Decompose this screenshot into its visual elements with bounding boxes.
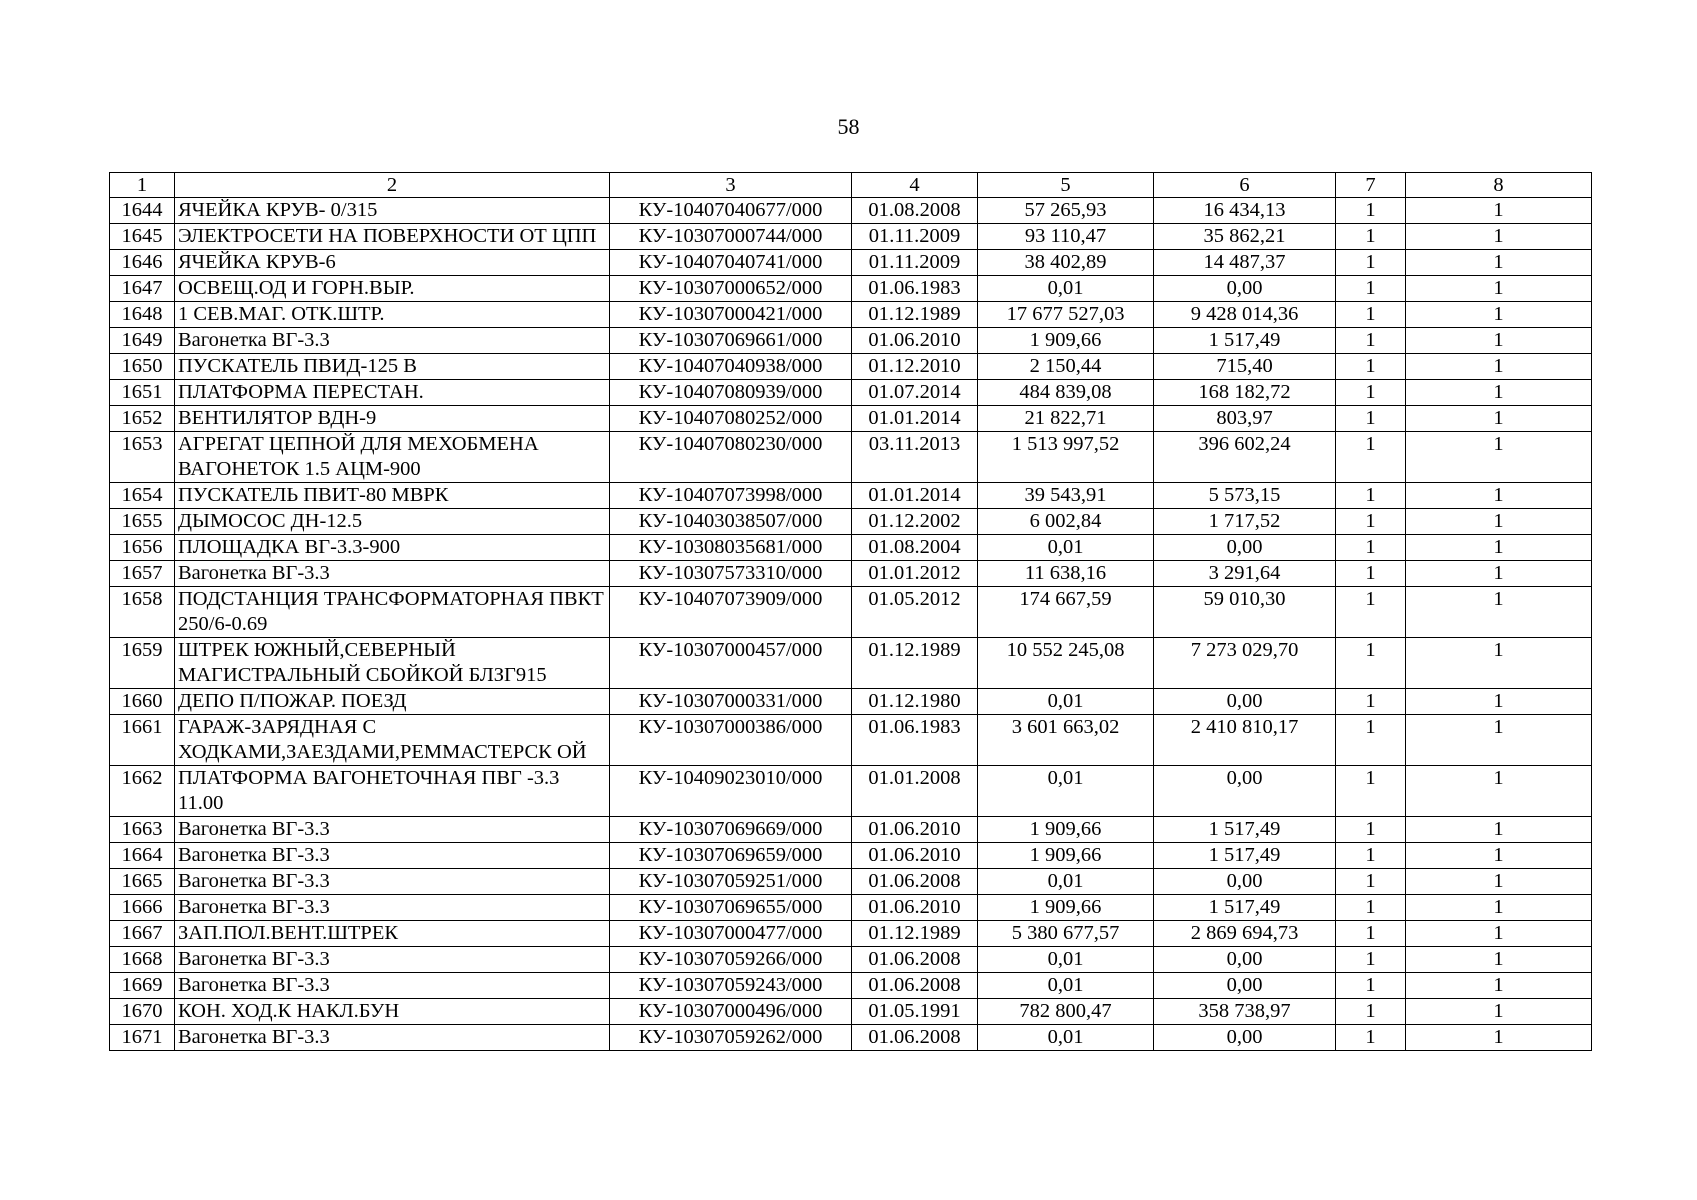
value-cell: 1 909,66 [978, 895, 1154, 921]
value-cell: 0,01 [978, 276, 1154, 302]
count-cell: 1 [1406, 302, 1592, 328]
inventory-code: КУ-10407080939/000 [610, 380, 852, 406]
count-cell: 1 [1406, 483, 1592, 509]
count-cell: 1 [1336, 947, 1406, 973]
count-cell: 1 [1336, 380, 1406, 406]
count-cell: 1 [1406, 1025, 1592, 1051]
count-cell: 1 [1406, 250, 1592, 276]
count-cell: 1 [1336, 999, 1406, 1025]
table-row [110, 715, 1592, 766]
row-number: 1665 [110, 869, 175, 895]
value-cell: 0,01 [978, 766, 1154, 817]
count-cell: 1 [1406, 817, 1592, 843]
table-row [110, 869, 1592, 895]
count-cell: 1 [1336, 561, 1406, 587]
row-number: 1653 [110, 432, 175, 483]
row-number: 1655 [110, 509, 175, 535]
inventory-code: КУ-10307000421/000 [610, 302, 852, 328]
value-cell: 7 273 029,70 [1154, 638, 1336, 689]
inventory-code: КУ-10307000744/000 [610, 224, 852, 250]
inventory-code: КУ-10307000496/000 [610, 999, 852, 1025]
row-number: 1647 [110, 276, 175, 302]
count-cell: 1 [1406, 689, 1592, 715]
table-row [110, 587, 1592, 638]
table-row [110, 999, 1592, 1025]
value-cell: 803,97 [1154, 406, 1336, 432]
count-cell: 1 [1336, 483, 1406, 509]
row-number: 1658 [110, 587, 175, 638]
date-cell: 01.06.2010 [852, 328, 978, 354]
item-name: Вагонетка ВГ-3.3 [175, 869, 610, 895]
table-row [110, 406, 1592, 432]
value-cell: 5 573,15 [1154, 483, 1336, 509]
date-cell: 01.01.2014 [852, 406, 978, 432]
value-cell: 2 869 694,73 [1154, 921, 1336, 947]
count-cell: 1 [1406, 921, 1592, 947]
inventory-code: КУ-10407040938/000 [610, 354, 852, 380]
row-number: 1663 [110, 817, 175, 843]
table-row [110, 380, 1592, 406]
value-cell: 0,00 [1154, 689, 1336, 715]
row-number: 1656 [110, 535, 175, 561]
value-cell: 35 862,21 [1154, 224, 1336, 250]
row-number: 1669 [110, 973, 175, 999]
item-name: Вагонетка ВГ-3.3 [175, 895, 610, 921]
value-cell: 38 402,89 [978, 250, 1154, 276]
date-cell: 01.06.2008 [852, 973, 978, 999]
item-name: ДЕПО П/ПОЖАР. ПОЕЗД [175, 689, 610, 715]
count-cell: 1 [1336, 276, 1406, 302]
table-row [110, 483, 1592, 509]
count-cell: 1 [1336, 509, 1406, 535]
value-cell: 1 909,66 [978, 843, 1154, 869]
date-cell: 01.12.1989 [852, 921, 978, 947]
date-cell: 01.06.2010 [852, 817, 978, 843]
inventory-code: КУ-10307069669/000 [610, 817, 852, 843]
row-number: 1644 [110, 198, 175, 224]
inventory-code: КУ-10407073909/000 [610, 587, 852, 638]
row-number: 1660 [110, 689, 175, 715]
value-cell: 0,01 [978, 535, 1154, 561]
count-cell: 1 [1406, 276, 1592, 302]
value-cell: 174 667,59 [978, 587, 1154, 638]
value-cell: 57 265,93 [978, 198, 1154, 224]
row-number: 1670 [110, 999, 175, 1025]
value-cell: 9 428 014,36 [1154, 302, 1336, 328]
count-cell: 1 [1406, 328, 1592, 354]
value-cell: 1 909,66 [978, 817, 1154, 843]
item-name: ЯЧЕЙКА КРУВ-6 [175, 250, 610, 276]
count-cell: 1 [1336, 1025, 1406, 1051]
inventory-code: КУ-10307000457/000 [610, 638, 852, 689]
inventory-code: КУ-10403038507/000 [610, 509, 852, 535]
table-row [110, 328, 1592, 354]
row-number: 1668 [110, 947, 175, 973]
inventory-code: КУ-10407073998/000 [610, 483, 852, 509]
value-cell: 715,40 [1154, 354, 1336, 380]
count-cell: 1 [1336, 638, 1406, 689]
value-cell: 1 517,49 [1154, 843, 1336, 869]
value-cell: 10 552 245,08 [978, 638, 1154, 689]
value-cell: 17 677 527,03 [978, 302, 1154, 328]
count-cell: 1 [1406, 999, 1592, 1025]
item-name: Вагонетка ВГ-3.3 [175, 843, 610, 869]
inventory-code: КУ-10307000331/000 [610, 689, 852, 715]
date-cell: 01.01.2008 [852, 766, 978, 817]
column-header: 3 [610, 173, 852, 198]
inventory-code: КУ-10409023010/000 [610, 766, 852, 817]
row-number: 1661 [110, 715, 175, 766]
count-cell: 1 [1336, 354, 1406, 380]
item-name: Вагонетка ВГ-3.3 [175, 947, 610, 973]
count-cell: 1 [1406, 535, 1592, 561]
date-cell: 01.06.2008 [852, 1025, 978, 1051]
value-cell: 782 800,47 [978, 999, 1154, 1025]
date-cell: 01.07.2014 [852, 380, 978, 406]
count-cell: 1 [1336, 869, 1406, 895]
value-cell: 14 487,37 [1154, 250, 1336, 276]
column-header: 5 [978, 173, 1154, 198]
count-cell: 1 [1336, 817, 1406, 843]
count-cell: 1 [1336, 715, 1406, 766]
table-row [110, 843, 1592, 869]
inventory-code: КУ-10307059266/000 [610, 947, 852, 973]
value-cell: 0,01 [978, 1025, 1154, 1051]
column-header: 1 [110, 173, 175, 198]
column-header: 2 [175, 173, 610, 198]
date-cell: 01.01.2014 [852, 483, 978, 509]
row-number: 1667 [110, 921, 175, 947]
inventory-code: КУ-10307000652/000 [610, 276, 852, 302]
value-cell: 0,00 [1154, 973, 1336, 999]
header-row [110, 173, 1592, 198]
item-name: 1 СЕВ.МАГ. ОТК.ШТР. [175, 302, 610, 328]
value-cell: 1 909,66 [978, 328, 1154, 354]
row-number: 1664 [110, 843, 175, 869]
date-cell: 01.01.2012 [852, 561, 978, 587]
value-cell: 1 517,49 [1154, 328, 1336, 354]
inventory-code: КУ-10307573310/000 [610, 561, 852, 587]
count-cell: 1 [1336, 302, 1406, 328]
row-number: 1650 [110, 354, 175, 380]
date-cell: 03.11.2013 [852, 432, 978, 483]
row-number: 1645 [110, 224, 175, 250]
item-name: КОН. ХОД.К НАКЛ.БУН [175, 999, 610, 1025]
date-cell: 01.12.2002 [852, 509, 978, 535]
count-cell: 1 [1406, 869, 1592, 895]
item-name: ПЛОЩАДКА ВГ-3.3-900 [175, 535, 610, 561]
table-row [110, 250, 1592, 276]
value-cell: 6 002,84 [978, 509, 1154, 535]
date-cell: 01.08.2008 [852, 198, 978, 224]
item-name: ПУСКАТЕЛЬ ПВИТ-80 МВРК [175, 483, 610, 509]
value-cell: 59 010,30 [1154, 587, 1336, 638]
table-row [110, 973, 1592, 999]
column-header: 4 [852, 173, 978, 198]
row-number: 1652 [110, 406, 175, 432]
value-cell: 484 839,08 [978, 380, 1154, 406]
table-row [110, 354, 1592, 380]
item-name: ГАРАЖ-ЗАРЯДНАЯ С ХОДКАМИ,ЗАЕЗДАМИ,РЕММАСТЕРСК ОЙ [175, 715, 610, 766]
count-cell: 1 [1406, 509, 1592, 535]
table-row [110, 689, 1592, 715]
date-cell: 01.12.1989 [852, 302, 978, 328]
table-row [110, 276, 1592, 302]
column-header: 6 [1154, 173, 1336, 198]
count-cell: 1 [1406, 561, 1592, 587]
inventory-code: КУ-10307069655/000 [610, 895, 852, 921]
date-cell: 01.05.2012 [852, 587, 978, 638]
value-cell: 396 602,24 [1154, 432, 1336, 483]
column-header: 7 [1336, 173, 1406, 198]
date-cell: 01.08.2004 [852, 535, 978, 561]
inventory-code: КУ-10308035681/000 [610, 535, 852, 561]
page-number: 58 [837, 114, 860, 139]
inventory-table [109, 172, 1592, 1051]
count-cell: 1 [1336, 587, 1406, 638]
inventory-code: КУ-10307069661/000 [610, 328, 852, 354]
value-cell: 0,00 [1154, 947, 1336, 973]
value-cell: 0,00 [1154, 276, 1336, 302]
date-cell: 01.06.2008 [852, 869, 978, 895]
item-name: Вагонетка ВГ-3.3 [175, 817, 610, 843]
count-cell: 1 [1406, 973, 1592, 999]
value-cell: 3 291,64 [1154, 561, 1336, 587]
count-cell: 1 [1406, 843, 1592, 869]
count-cell: 1 [1406, 895, 1592, 921]
value-cell: 11 638,16 [978, 561, 1154, 587]
count-cell: 1 [1336, 406, 1406, 432]
value-cell: 2 410 810,17 [1154, 715, 1336, 766]
table-row [110, 895, 1592, 921]
count-cell: 1 [1336, 689, 1406, 715]
table-row [110, 535, 1592, 561]
item-name: ЭЛЕКТРОСЕТИ НА ПОВЕРХНОСТИ ОТ ЦПП [175, 224, 610, 250]
row-number: 1648 [110, 302, 175, 328]
inventory-code: КУ-10307059251/000 [610, 869, 852, 895]
date-cell: 01.06.2010 [852, 843, 978, 869]
inventory-code: КУ-10407080230/000 [610, 432, 852, 483]
count-cell: 1 [1406, 406, 1592, 432]
date-cell: 01.12.2010 [852, 354, 978, 380]
row-number: 1666 [110, 895, 175, 921]
count-cell: 1 [1406, 947, 1592, 973]
date-cell: 01.11.2009 [852, 250, 978, 276]
value-cell: 1 517,49 [1154, 895, 1336, 921]
value-cell: 16 434,13 [1154, 198, 1336, 224]
count-cell: 1 [1336, 895, 1406, 921]
count-cell: 1 [1336, 432, 1406, 483]
date-cell: 01.06.1983 [852, 276, 978, 302]
table-row [110, 766, 1592, 817]
item-name: ПУСКАТЕЛЬ ПВИД-125 В [175, 354, 610, 380]
row-number: 1649 [110, 328, 175, 354]
inventory-code: КУ-10407080252/000 [610, 406, 852, 432]
item-name: АГРЕГАТ ЦЕПНОЙ ДЛЯ МЕХОБМЕНА ВАГОНЕТОК 1.5 АЦМ-900 [175, 432, 610, 483]
value-cell: 0,01 [978, 947, 1154, 973]
item-name: Вагонетка ВГ-3.3 [175, 973, 610, 999]
item-name: ОСВЕЩ.ОД И ГОРН.ВЫР. [175, 276, 610, 302]
row-number: 1651 [110, 380, 175, 406]
row-number: 1657 [110, 561, 175, 587]
count-cell: 1 [1406, 198, 1592, 224]
item-name: Вагонетка ВГ-3.3 [175, 561, 610, 587]
row-number: 1654 [110, 483, 175, 509]
count-cell: 1 [1336, 224, 1406, 250]
date-cell: 01.12.1980 [852, 689, 978, 715]
value-cell: 0,00 [1154, 1025, 1336, 1051]
count-cell: 1 [1406, 380, 1592, 406]
value-cell: 0,00 [1154, 869, 1336, 895]
date-cell: 01.06.1983 [852, 715, 978, 766]
count-cell: 1 [1406, 354, 1592, 380]
row-number: 1646 [110, 250, 175, 276]
count-cell: 1 [1406, 587, 1592, 638]
item-name: ПЛАТФОРМА ВАГОНЕТОЧНАЯ ПВГ -3.3 11.00 [175, 766, 610, 817]
column-header: 8 [1406, 173, 1592, 198]
count-cell: 1 [1336, 973, 1406, 999]
table-row [110, 302, 1592, 328]
value-cell: 0,01 [978, 869, 1154, 895]
table-row [110, 817, 1592, 843]
value-cell: 0,01 [978, 973, 1154, 999]
inventory-code: КУ-10407040677/000 [610, 198, 852, 224]
count-cell: 1 [1336, 328, 1406, 354]
row-number: 1662 [110, 766, 175, 817]
table-row [110, 198, 1592, 224]
date-cell: 01.06.2008 [852, 947, 978, 973]
value-cell: 358 738,97 [1154, 999, 1336, 1025]
count-cell: 1 [1336, 535, 1406, 561]
value-cell: 0,00 [1154, 766, 1336, 817]
item-name: Вагонетка ВГ-3.3 [175, 328, 610, 354]
inventory-code: КУ-10407040741/000 [610, 250, 852, 276]
date-cell: 01.05.1991 [852, 999, 978, 1025]
count-cell: 1 [1336, 766, 1406, 817]
count-cell: 1 [1336, 921, 1406, 947]
table-row [110, 561, 1592, 587]
value-cell: 0,00 [1154, 535, 1336, 561]
inventory-code: КУ-10307000386/000 [610, 715, 852, 766]
table-row [110, 638, 1592, 689]
item-name: ВЕНТИЛЯТОР ВДН-9 [175, 406, 610, 432]
count-cell: 1 [1406, 766, 1592, 817]
table-row [110, 947, 1592, 973]
table-row [110, 509, 1592, 535]
inventory-code: КУ-10307059243/000 [610, 973, 852, 999]
value-cell: 0,01 [978, 689, 1154, 715]
value-cell: 1 517,49 [1154, 817, 1336, 843]
item-name: ПОДСТАНЦИЯ ТРАНСФОРМАТОРНАЯ ПВКТ 250/6-0.69 [175, 587, 610, 638]
value-cell: 2 150,44 [978, 354, 1154, 380]
date-cell: 01.06.2010 [852, 895, 978, 921]
count-cell: 1 [1406, 638, 1592, 689]
row-number: 1659 [110, 638, 175, 689]
value-cell: 1 717,52 [1154, 509, 1336, 535]
table-row [110, 1025, 1592, 1051]
item-name: ЗАП.ПОЛ.ВЕНТ.ШТРЕК [175, 921, 610, 947]
count-cell: 1 [1336, 198, 1406, 224]
date-cell: 01.11.2009 [852, 224, 978, 250]
value-cell: 1 513 997,52 [978, 432, 1154, 483]
item-name: ШТРЕК ЮЖНЫЙ,СЕВЕРНЫЙ МАГИСТРАЛЬНЫЙ СБОЙКОЙ БЛЗГ915 [175, 638, 610, 689]
count-cell: 1 [1406, 715, 1592, 766]
row-number: 1671 [110, 1025, 175, 1051]
count-cell: 1 [1406, 224, 1592, 250]
item-name: ДЫМОСОС ДН-12.5 [175, 509, 610, 535]
item-name: ПЛАТФОРМА ПЕРЕСТАН. [175, 380, 610, 406]
value-cell: 168 182,72 [1154, 380, 1336, 406]
table-row [110, 432, 1592, 483]
value-cell: 93 110,47 [978, 224, 1154, 250]
inventory-code: КУ-10307000477/000 [610, 921, 852, 947]
value-cell: 21 822,71 [978, 406, 1154, 432]
item-name: ЯЧЕЙКА КРУВ- 0/315 [175, 198, 610, 224]
date-cell: 01.12.1989 [852, 638, 978, 689]
count-cell: 1 [1406, 432, 1592, 483]
inventory-code: КУ-10307069659/000 [610, 843, 852, 869]
table-row [110, 921, 1592, 947]
value-cell: 5 380 677,57 [978, 921, 1154, 947]
count-cell: 1 [1336, 843, 1406, 869]
table-body [110, 198, 1592, 1051]
inventory-code: КУ-10307059262/000 [610, 1025, 852, 1051]
value-cell: 3 601 663,02 [978, 715, 1154, 766]
value-cell: 39 543,91 [978, 483, 1154, 509]
item-name: Вагонетка ВГ-3.3 [175, 1025, 610, 1051]
table-row [110, 224, 1592, 250]
count-cell: 1 [1336, 250, 1406, 276]
